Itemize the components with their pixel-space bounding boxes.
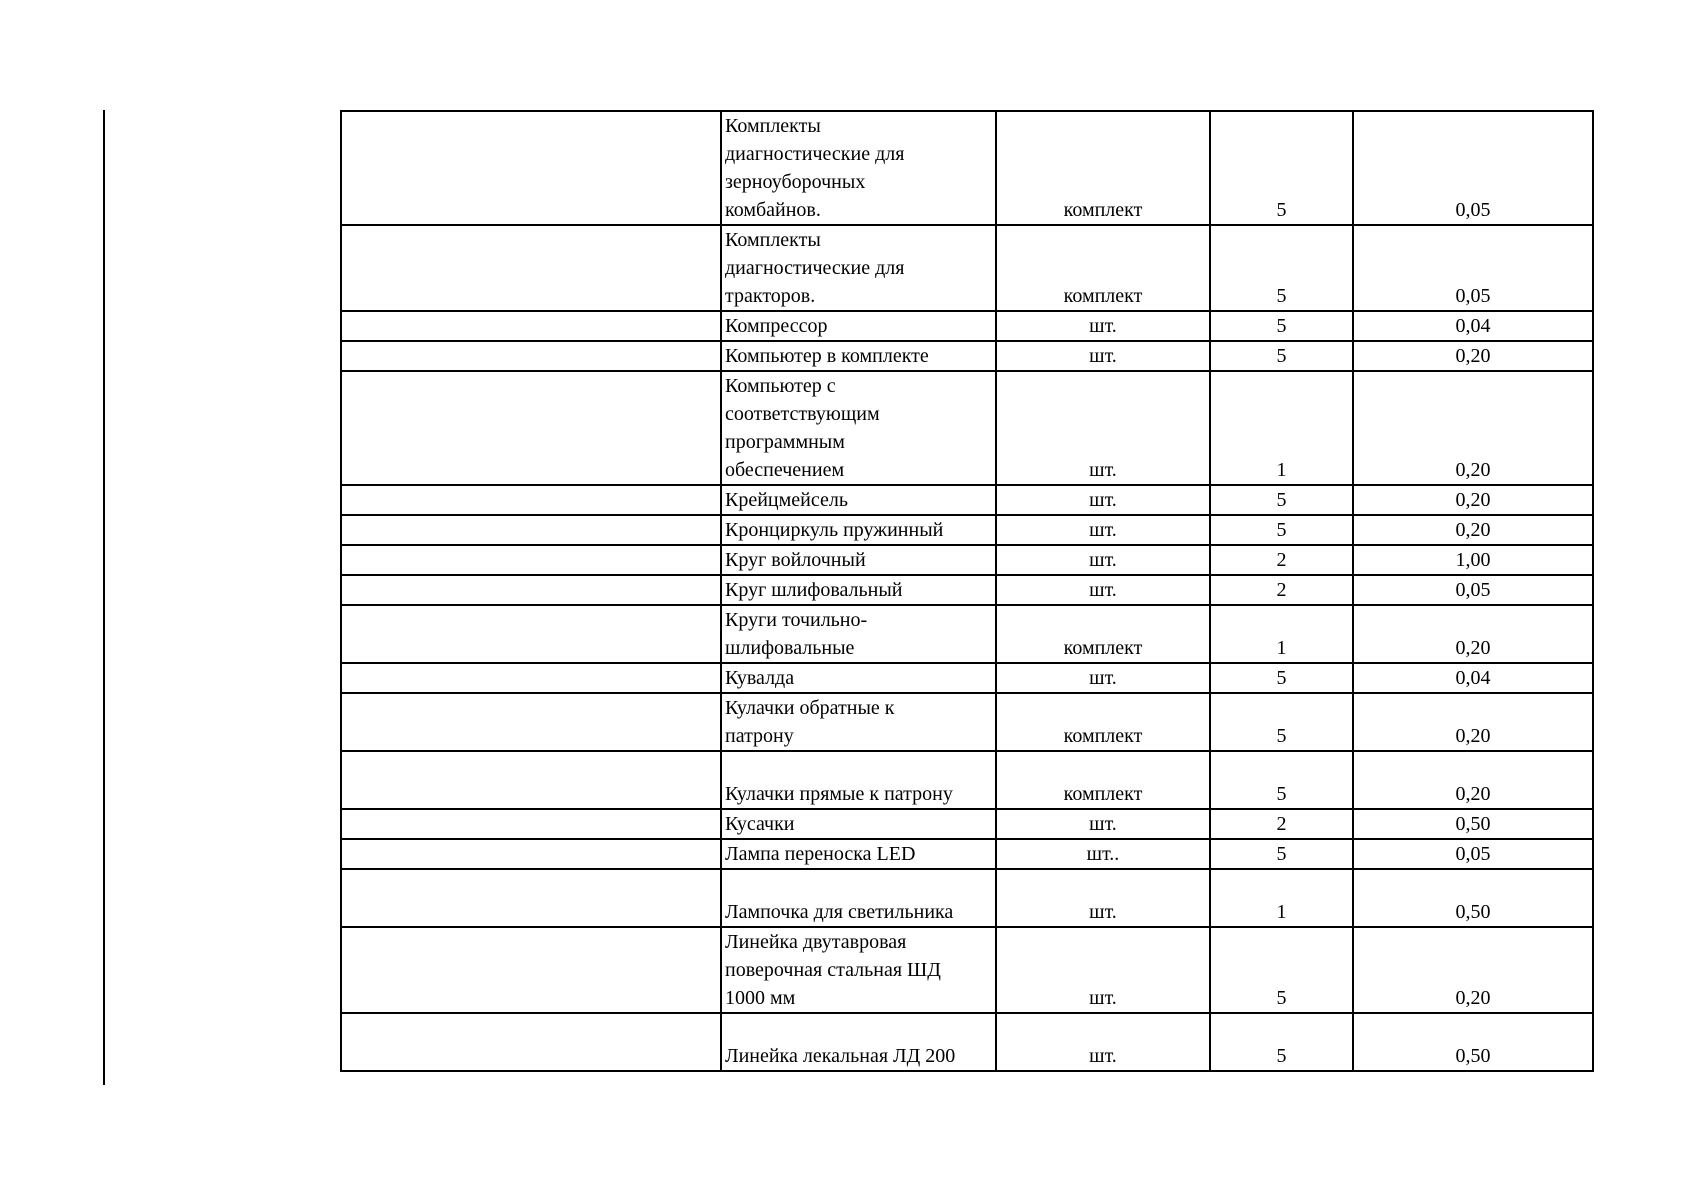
unit-cell: шт. (996, 663, 1210, 693)
item-name-line: Комплекты (725, 229, 821, 251)
unit-cell: шт. (996, 371, 1210, 485)
item-name-cell (721, 545, 996, 575)
table-row (341, 485, 1593, 515)
unit-cell: шт. (996, 809, 1210, 839)
item-name-line: Лампа переноска LED (725, 843, 916, 865)
item-name-line: Линейка двутавровая (725, 931, 907, 953)
unit-cell: шт. (996, 927, 1210, 1013)
quantity-cell: 5 (1210, 751, 1353, 809)
item-name-cell (721, 371, 996, 485)
empty-cell (341, 927, 721, 1013)
table-row (341, 605, 1593, 663)
norm-cell: 0,04 (1353, 663, 1593, 693)
unit-cell: комплект (996, 111, 1210, 225)
table-row (341, 751, 1593, 809)
item-name-line: комбайнов. (725, 199, 821, 221)
empty-cell (341, 225, 721, 311)
empty-cell (341, 663, 721, 693)
left-margin-rule (103, 110, 105, 1085)
item-name-cell (721, 605, 996, 663)
item-name-cell (721, 1013, 996, 1071)
item-name-line: Компрессор (725, 315, 828, 337)
item-name-cell (721, 485, 996, 515)
empty-cell (341, 485, 721, 515)
item-name-cell (721, 225, 996, 311)
item-name-cell (721, 111, 996, 225)
empty-cell (341, 545, 721, 575)
table-row (341, 869, 1593, 927)
quantity-cell: 5 (1210, 927, 1353, 1013)
norm-cell: 0,50 (1353, 809, 1593, 839)
item-name-line: Линейка лекальная ЛД 200 (725, 1045, 956, 1067)
item-name-cell (721, 663, 996, 693)
table-row (341, 575, 1593, 605)
item-name-line: Кусачки (725, 813, 795, 835)
item-name-cell (721, 515, 996, 545)
empty-cell (341, 111, 721, 225)
item-name-cell (721, 311, 996, 341)
item-name-line: Круги точильно- (725, 609, 868, 631)
item-name-line: Кувалда (725, 667, 795, 689)
table-row (341, 311, 1593, 341)
table-row (341, 663, 1593, 693)
norm-cell: 0,20 (1353, 371, 1593, 485)
table-body (341, 111, 1593, 1071)
quantity-cell: 5 (1210, 515, 1353, 545)
norm-cell: 0,50 (1353, 869, 1593, 927)
item-name-line: 1000 мм (725, 987, 796, 1009)
item-name-line: программным (725, 431, 845, 453)
unit-cell: комплект (996, 225, 1210, 311)
item-name-line: Кронциркуль пружинный (725, 519, 944, 541)
item-name-line: Круг войлочный (725, 549, 866, 571)
item-name-line: Компьютер с (725, 375, 836, 397)
item-name-cell (721, 809, 996, 839)
norm-cell: 0,20 (1353, 927, 1593, 1013)
item-name-cell (721, 751, 996, 809)
item-name-line: диагностические для (725, 143, 905, 165)
norm-cell: 0,20 (1353, 485, 1593, 515)
unit-cell: шт. (996, 515, 1210, 545)
empty-cell (341, 605, 721, 663)
table-row (341, 1013, 1593, 1071)
item-name-line: Компьютер в комплекте (725, 345, 929, 367)
norm-cell: 0,20 (1353, 605, 1593, 663)
quantity-cell: 1 (1210, 605, 1353, 663)
item-name-line: Круг шлифовальный (725, 579, 903, 601)
unit-cell: комплект (996, 693, 1210, 751)
quantity-cell: 5 (1210, 341, 1353, 371)
unit-cell: шт.. (996, 839, 1210, 869)
quantity-cell: 1 (1210, 869, 1353, 927)
item-name-cell (721, 575, 996, 605)
norm-cell: 0,20 (1353, 515, 1593, 545)
item-name-line: Крейцмейсель (725, 489, 848, 511)
item-name-line: соответствующим (725, 403, 880, 425)
quantity-cell: 5 (1210, 663, 1353, 693)
unit-cell: шт. (996, 1013, 1210, 1071)
item-name-line: Кулачки прямые к патрону (725, 783, 953, 805)
norm-cell: 0,05 (1353, 225, 1593, 311)
table-row (341, 839, 1593, 869)
empty-cell (341, 809, 721, 839)
quantity-cell: 5 (1210, 839, 1353, 869)
quantity-cell: 5 (1210, 111, 1353, 225)
norm-cell: 0,20 (1353, 693, 1593, 751)
quantity-cell: 5 (1210, 693, 1353, 751)
quantity-cell: 5 (1210, 485, 1353, 515)
quantity-cell: 5 (1210, 225, 1353, 311)
unit-cell: шт. (996, 545, 1210, 575)
item-name-line: шлифовальные (725, 637, 855, 659)
table-row (341, 111, 1593, 225)
item-name-line: Лампочка для светильника (725, 901, 954, 923)
empty-cell (341, 371, 721, 485)
unit-cell: шт. (996, 485, 1210, 515)
empty-cell (341, 839, 721, 869)
unit-cell: комплект (996, 751, 1210, 809)
table-row (341, 809, 1593, 839)
item-name-line: Кулачки обратные к (725, 697, 895, 719)
table-row (341, 545, 1593, 575)
unit-cell: шт. (996, 341, 1210, 371)
norm-cell: 0,50 (1353, 1013, 1593, 1071)
quantity-cell: 2 (1210, 545, 1353, 575)
item-name-line: обеспечением (725, 459, 845, 481)
item-name-cell (721, 927, 996, 1013)
table-row (341, 515, 1593, 545)
unit-cell: шт. (996, 575, 1210, 605)
empty-cell (341, 575, 721, 605)
quantity-cell: 2 (1210, 575, 1353, 605)
unit-cell: комплект (996, 605, 1210, 663)
item-name-line: Комплекты (725, 115, 821, 137)
item-name-cell (721, 839, 996, 869)
item-name-line: поверочная стальная ШД (725, 959, 941, 981)
quantity-cell: 1 (1210, 371, 1353, 485)
item-name-line: диагностические для (725, 257, 905, 279)
norm-cell: 0,20 (1353, 341, 1593, 371)
empty-cell (341, 515, 721, 545)
norm-cell: 1,00 (1353, 545, 1593, 575)
empty-cell (341, 869, 721, 927)
table-row (341, 693, 1593, 751)
table-row (341, 927, 1593, 1013)
item-name-cell (721, 693, 996, 751)
item-name-line: зерноуборочных (725, 171, 866, 193)
item-name-cell (721, 869, 996, 927)
norm-cell: 0,05 (1353, 839, 1593, 869)
empty-cell (341, 311, 721, 341)
norm-cell: 0,05 (1353, 111, 1593, 225)
quantity-cell: 5 (1210, 311, 1353, 341)
table-row (341, 371, 1593, 485)
quantity-cell: 2 (1210, 809, 1353, 839)
unit-cell: шт. (996, 311, 1210, 341)
equipment-table (340, 110, 1594, 1072)
empty-cell (341, 341, 721, 371)
norm-cell: 0,05 (1353, 575, 1593, 605)
quantity-cell: 5 (1210, 1013, 1353, 1071)
empty-cell (341, 1013, 721, 1071)
table-row (341, 225, 1593, 311)
norm-cell: 0,20 (1353, 751, 1593, 809)
empty-cell (341, 751, 721, 809)
table-row (341, 341, 1593, 371)
unit-cell: шт. (996, 869, 1210, 927)
item-name-line: патрону (725, 725, 794, 747)
empty-cell (341, 693, 721, 751)
norm-cell: 0,04 (1353, 311, 1593, 341)
item-name-line: тракторов. (725, 285, 816, 307)
item-name-cell (721, 341, 996, 371)
